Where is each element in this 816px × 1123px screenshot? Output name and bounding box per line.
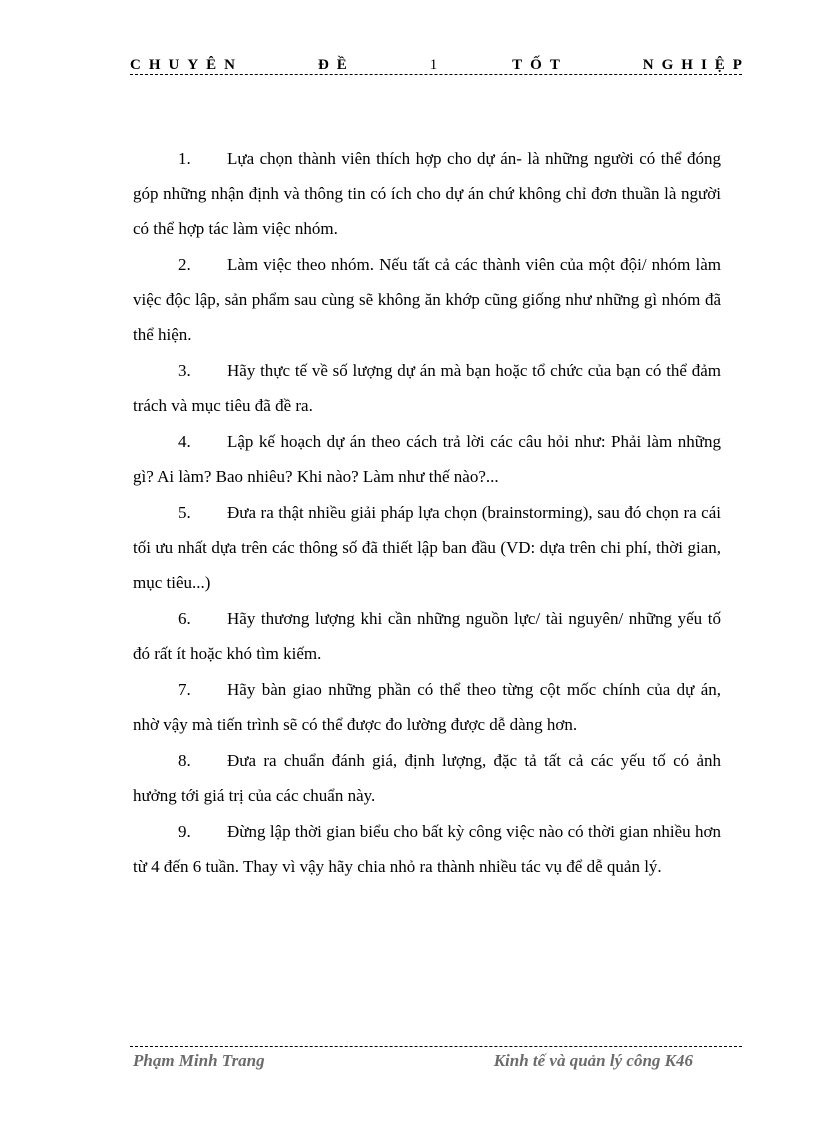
- list-item: [133, 353, 721, 423]
- list-item: [133, 743, 721, 813]
- list-item-number: 5.: [178, 503, 191, 522]
- list-item: [133, 141, 721, 246]
- list-item: [133, 814, 721, 884]
- header-word-tot: TỐT: [512, 57, 568, 73]
- footer-divider: [130, 1046, 742, 1047]
- list-item-text: Lập kế hoạch dự án theo cách trả lời các câu hỏi như: Phải làm những gì? Ai làm? Bao nhiêu? Khi nào? Làm như thế nào?...: [133, 432, 721, 486]
- list-item-number: 8.: [178, 751, 191, 770]
- list-item: [133, 601, 721, 671]
- list-item-text: Hãy bàn giao những phần có thể theo từng cột mốc chính của dự án, nhờ vậy mà tiến trình sẽ có thể được đo lường được dễ dàng hơn.: [133, 680, 721, 734]
- list-item: [133, 672, 721, 742]
- header-word-nghiep: NGHIỆP: [642, 57, 750, 73]
- page-number: 1: [429, 57, 438, 73]
- header-word-chuyen: CHUYÊN: [130, 57, 244, 73]
- list-item-text: Làm việc theo nhóm. Nếu tất cả các thành viên của một đội/ nhóm làm việc độc lập, sản phẩm sau cùng sẽ không ăn khớp cũng giống như những gì nhóm đã thể hiện.: [133, 255, 721, 344]
- list-item-number: 3.: [178, 361, 191, 380]
- list-item-text: Lựa chọn thành viên thích hợp cho dự án- là những người có thể đóng góp những nhận định và thông tin có ích cho dự án chứ không chỉ đơn thuần là người có thể hợp tác làm việc nhóm.: [133, 149, 721, 238]
- footer-author: Phạm Minh Trang: [133, 1051, 265, 1070]
- list-item-text: Hãy thương lượng khi cần những nguồn lực/ tài nguyên/ những yếu tố đó rất ít hoặc khó tìm kiếm.: [133, 609, 721, 663]
- list-item: [133, 495, 721, 600]
- header-word-de: ĐỀ: [317, 57, 355, 73]
- list-item-number: 4.: [178, 432, 191, 451]
- list-item-text: Đừng lập thời gian biểu cho bất kỳ công việc nào có thời gian nhiều hơn từ 4 đến 6 tuần. Thay vì vậy hãy chia nhỏ ra thành nhiều tác vụ để dễ quản lý.: [133, 822, 721, 876]
- document-body: [133, 141, 721, 885]
- footer-program: Kinh tế và quản lý công K46: [493, 1051, 693, 1070]
- list-item-number: 6.: [178, 609, 191, 628]
- list-item-number: 7.: [178, 680, 191, 699]
- page-header: [130, 50, 750, 75]
- list-item: [133, 247, 721, 352]
- list-item-number: 1.: [178, 149, 191, 168]
- list-item-number: 2.: [178, 255, 191, 274]
- page-footer: [133, 1051, 693, 1075]
- list-item-text: Đưa ra thật nhiều giải pháp lựa chọn (brainstorming), sau đó chọn ra cái tối ưu nhất dựa trên các thông số đã thiết lập ban đầu (VD: dựa trên chi phí, thời gian, mục tiêu...): [133, 503, 721, 592]
- list-item: [133, 424, 721, 494]
- list-item-text: Đưa ra chuẩn đánh giá, định lượng, đặc tả tất cả các yếu tố có ảnh hưởng tới giá trị của các chuẩn này.: [133, 751, 721, 805]
- list-item-number: 9.: [178, 822, 191, 841]
- list-item-text: Hãy thực tế về số lượng dự án mà bạn hoặc tổ chức của bạn có thể đảm trách và mục tiêu đã đề ra.: [133, 361, 721, 415]
